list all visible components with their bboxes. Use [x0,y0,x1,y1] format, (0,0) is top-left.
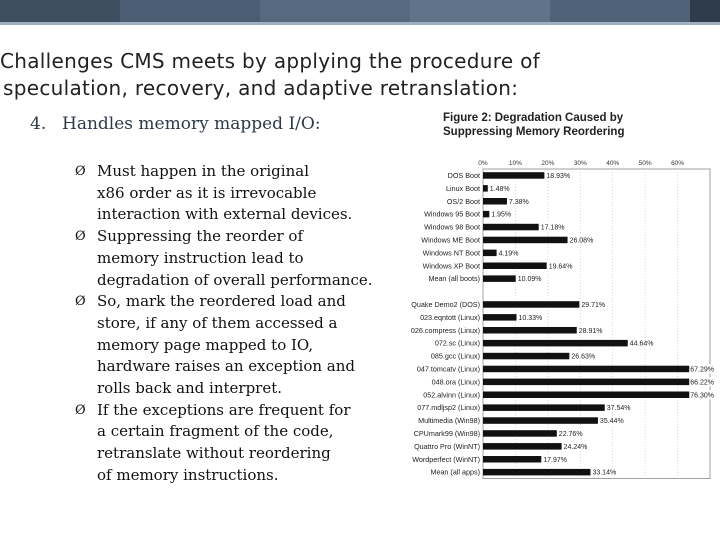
bullet-line: If the exceptions are frequent for [97,400,351,419]
category-label: 026.compress (Linux) [410,325,480,335]
value-label: 67.29% [690,366,714,374]
title-bar-segment [120,0,260,22]
category-label: Quake Demo2 (DOS) [411,299,480,309]
data-bar [483,366,701,373]
data-bar [483,275,516,282]
data-bar [483,237,568,244]
bullet-line: Suppressing the reorder of [97,227,303,246]
data-bar [483,443,562,450]
chart-title [443,111,624,139]
figure-degradation-chart [385,105,715,495]
arrow-bullet-icon: Ø [75,402,86,418]
arrow-bullet-icon: Ø [75,164,86,179]
category-label: Windows ME Boot [421,235,480,245]
title-bar-decoration [0,0,720,40]
value-label: 10.33% [518,314,543,322]
point-number: 4. [30,114,47,134]
data-bar [483,379,698,386]
bullet-line: store, if any of them accessed a [97,313,338,332]
accent-line [0,22,720,25]
x-tick-label: 30% [573,160,587,167]
bullet-line: interaction with external devices. [97,205,353,224]
title-bar-segment [0,0,120,22]
bullet-line: degradation of overall performance. [97,270,373,289]
data-bar [483,250,497,257]
bullet-line: x86 order as it is irrevocable [97,183,317,202]
category-label: 077.mdljsp2 (Linux) [417,403,480,413]
data-bar [483,185,488,192]
data-bar [483,392,715,399]
bullet-line: retranslate without reordering [97,444,331,463]
value-label: 18.93% [546,172,571,180]
chart-title-line: Figure 2: Degradation Caused by [443,112,624,124]
category-label: CPUmark99 (Win98) [413,428,480,438]
data-bar [483,211,489,218]
slide-title [0,48,720,102]
bar-chart [385,105,715,495]
category-label: Multimedia (Win98) [418,416,480,426]
bullet-line: So, mark the reordered load and [97,292,346,311]
arrow-bullet-icon: Ø [75,294,86,310]
bullet-item [75,161,395,226]
data-bar [483,224,539,231]
category-label: Windows XP Boot [422,261,480,271]
bullet-line: memory page mapped to IO, [97,335,314,354]
point-heading-text: Handles memory mapped I/O: [62,114,321,134]
value-label: 76.30% [690,392,714,400]
bullet-item [75,400,395,487]
value-label: 26.08% [569,237,594,245]
arrow-bullet-icon: Ø [75,229,86,245]
value-label: 10.09% [517,276,542,284]
category-label: 047.tomcatv (Linux) [416,364,480,374]
category-label: 072.sc (Linux) [434,338,480,348]
category-label: Linux Boot [446,183,480,193]
category-label: 048.ora (Linux) [431,377,480,387]
x-tick-label: 40% [606,160,620,167]
category-label: Windows NT Boot [422,248,480,258]
value-label: 22.76% [558,430,583,438]
data-bar [483,198,507,205]
point-heading [30,114,321,134]
bullet-list [75,161,395,487]
value-label: 26.63% [571,353,596,361]
x-tick-label: 10% [508,160,522,167]
value-label: 4.19% [498,250,519,258]
data-bar [483,172,544,179]
category-label: Wordperfect (WinNT) [412,454,480,464]
value-label: 33.14% [592,469,617,477]
value-label: 29.71% [581,301,606,309]
chart-subtitle: Suppressing Memory Reordering [443,126,625,138]
x-tick-label: 50% [638,160,652,167]
bullet-line: rolls back and interpret. [97,379,283,398]
value-label: 28.91% [578,327,603,335]
x-tick-label: 20% [541,160,555,167]
data-bar [483,353,569,360]
title-bar-segment [260,0,410,22]
slide-title-line-2: speculation, recovery, and adaptive retranslation: [3,76,519,100]
value-label: 19.64% [548,263,573,271]
value-label: 17.97% [543,456,568,464]
title-bar-segment [690,0,720,22]
category-label: 023.eqntott (Linux) [420,312,480,322]
data-bar [483,263,547,270]
value-label: 37.54% [606,405,631,413]
bullet-item [75,291,395,400]
title-bar-segment [410,0,550,22]
category-label: Windows 95 Boot [424,209,480,219]
value-label: 35.44% [599,418,624,426]
title-bar-segment [550,0,690,22]
category-label: OS/2 Boot [446,196,480,206]
data-bar [483,404,605,411]
category-label: DOS Boot [447,170,480,180]
category-label: Windows 98 Boot [424,222,480,232]
data-bar [483,340,628,347]
value-label: 17.18% [540,224,565,232]
category-label: Quattro Pro (WinNT) [414,441,480,451]
data-bar [483,417,598,424]
category-label: Mean (all boots) [428,274,480,284]
value-label: 66.22% [690,379,714,387]
category-label: 052.alvinn (Linux) [423,390,480,400]
data-bar [483,469,590,476]
value-label: 44.64% [629,340,654,348]
bullet-line: of memory instructions. [97,465,279,484]
value-label: 1.95% [491,211,512,219]
value-label: 1.48% [489,185,510,193]
x-tick-label: 60% [671,160,685,167]
data-bar [483,430,557,437]
slide-title-line-1: Challenges CMS meets by applying the procedure of [0,49,540,73]
data-bar [483,314,516,321]
x-tick-label: 0% [478,160,488,167]
data-bar [483,301,579,308]
bullet-line: a certain fragment of the code, [97,422,334,441]
value-label: 24.24% [563,443,588,451]
data-bar [483,327,577,334]
bullet-line: hardware raises an exception and [97,357,356,376]
value-label: 7.38% [508,198,529,206]
data-bar [483,456,541,463]
category-label: Mean (all apps) [430,467,480,477]
bullet-item [75,226,395,291]
bullet-line: memory instruction lead to [97,248,304,267]
category-label: 085.gcc (Linux) [430,351,480,361]
bullet-line: Must happen in the original [97,162,309,180]
